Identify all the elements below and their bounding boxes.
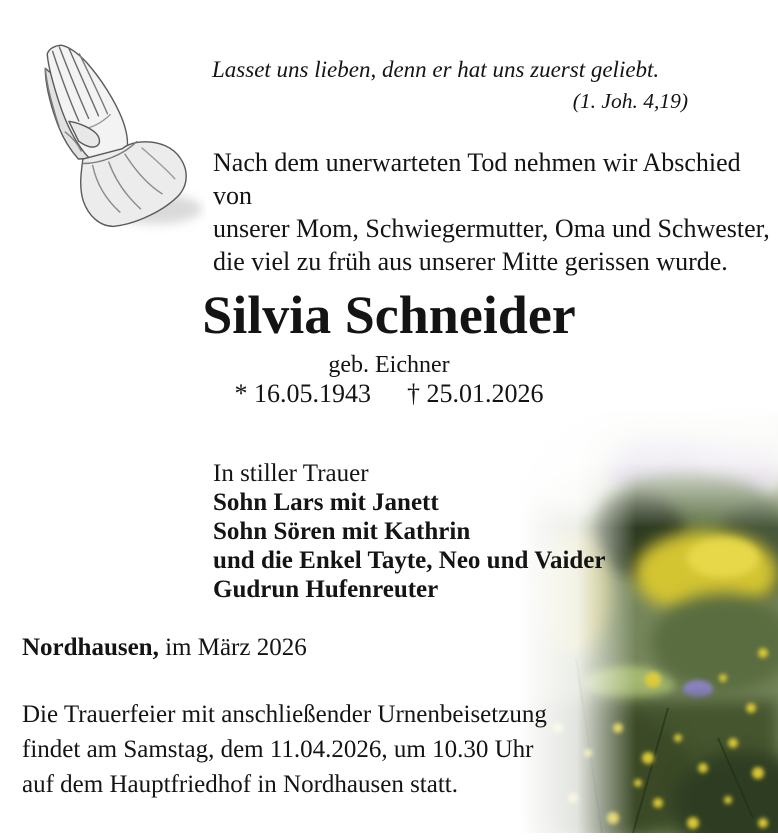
funeral-line: Die Trauerfeier mit anschließender Urnenbeisetzung [22, 701, 547, 728]
bible-quote [212, 55, 688, 116]
quote-attribution: (1. Joh. 4,19) [572, 89, 688, 113]
death-date: † 25.01.2026 [407, 379, 544, 408]
funeral-line: auf dem Hauptfriedhof in Nordhausen statt. [22, 771, 458, 798]
deceased-name: Silvia Schneider [202, 285, 576, 345]
maiden-name: geb. Eichner [328, 352, 450, 378]
intro-line: die viel zu früh aus unserer Mitte gerissen wurde. [213, 247, 728, 276]
mourner-line: Sohn Lars mit Janett [213, 489, 439, 516]
mourner-line: und die Enkel Tayte, Neo und Vaider [213, 547, 606, 574]
intro-paragraph [213, 146, 778, 278]
mourner-line: Gudrun Hufenreuter [213, 576, 439, 603]
life-dates [0, 379, 778, 409]
mourner-line: Sohn Sören mit Kathrin [213, 518, 471, 545]
place-date-line [22, 634, 307, 662]
place-name: Nordhausen, [22, 634, 159, 661]
praying-hands-image [4, 16, 206, 238]
date-text: im März 2026 [158, 634, 307, 661]
funeral-info [22, 697, 547, 802]
intro-line: Nach dem unerwarteten Tod nehmen wir Abschied von [213, 148, 741, 210]
funeral-line: findet am Samstag, dem 11.04.2026, um 10.30 Uhr [22, 736, 534, 763]
intro-line: unserer Mom, Schwiegermutter, Oma und Schwester, [213, 214, 770, 243]
mourners-block [213, 459, 606, 604]
quote-text: Lasset uns lieben, denn er hat uns zuerst geliebt. [212, 57, 660, 82]
birth-date: * 16.05.1943 [234, 379, 371, 408]
mourners-intro: In stiller Trauer [213, 460, 369, 487]
praying-hands-icon [4, 16, 206, 238]
